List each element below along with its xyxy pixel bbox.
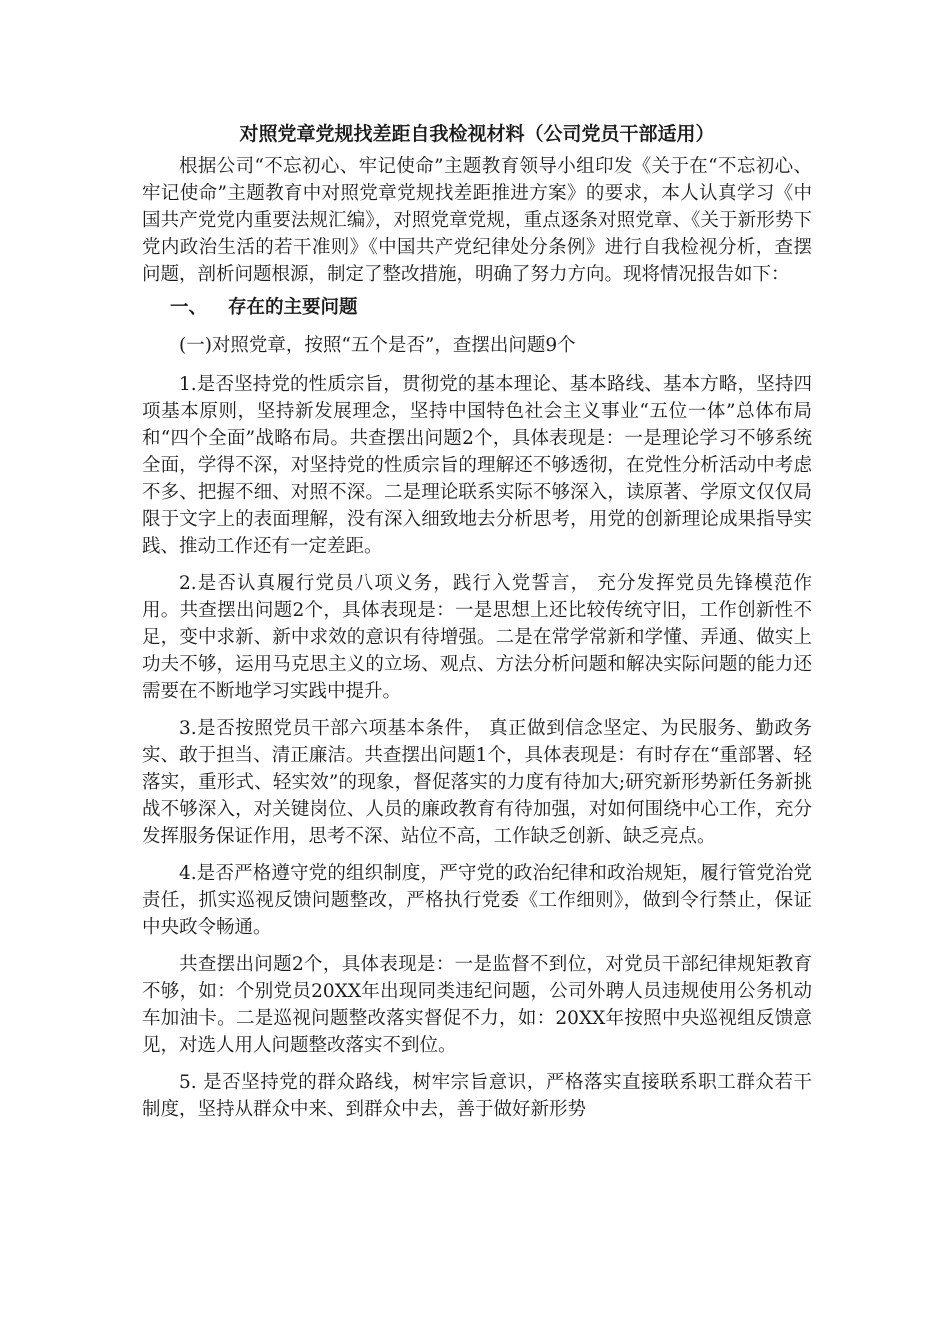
section-number: 一、: [170, 297, 208, 318]
intro-paragraph: 根据公司“不忘初心、牢记使命”主题教育领导小组印发《关于在“不忘初心、牢记使命”主题教育中对照党章党规找差距推进方案》的要求，本人认真学习《中国共产党党内重要法规汇编》，对照党章党规，重点逐条对照党章、《关于新形势下党内政治生活的若干准则》《中国共产党纪律处分条例》进行自我检视分析，查摆问题，剖析问题根源，制定了整改措施，明确了努力方向。现将情况报告如下：: [142, 156, 812, 285]
item-paragraph: 1.是否坚持党的性质宗旨，贯彻党的基本理论、基本路线、基本方略，坚持四项基本原则，坚持新发展理念，坚持中国特色社会主义事业“五位一体”总体布局和“四个全面”战略布局。共查摆出问题2个，具体表现是：一是理论学习不够系统全面，学得不深，对坚持党的性质宗旨的理解还不够透彻，在党性分析活动中考虑不多、把握不细、对照不深。二是理论联系实际不够深入，读原著、学原文仅仅局限于文字上的表面理解，没有深入细致地去分析思考，用党的创新理论成果指导实践、推动工作还有一定差距。: [142, 374, 812, 557]
item-paragraph: 5. 是否坚持党的群众路线，树牢宗旨意识，严格落实直接联系职工群众若干制度，坚持从群众中来、到群众中去，善于做好新形势: [142, 1072, 812, 1120]
item-paragraph: 3.是否按照党员干部六项基本条件， 真正做到信念坚定、为民服务、勤政务实、敢于担当、清正廉洁。共查摆出问题1个，具体表现是：有时存在“重部署、轻落实，重形式、轻实效”的现象，督促落实的力度有待加大;研究新形势新任务新挑战不够深入，对关键岗位、人员的廉政教育有待加强，对如何围绕中心工作，充分发挥服务保证作用，思考不深、站位不高，工作缺乏创新、缺乏亮点。: [142, 718, 812, 847]
document-title: 对照党章党规找差距自我检视材料（公司党员干部适用）: [239, 123, 715, 145]
item-paragraph: 共查摆出问题2个，具体表现是：一是监督不到位，对党员干部纪律规矩教育不够，如：个别党员20XX年出现同类违纪问题，公司外聘人员违规使用公务机动车加油卡。二是巡视问题整改落实督促不力，如：20XX年按照中央巡视组反馈意见，对选人用人问题整改落实不到位。: [142, 954, 812, 1056]
item-paragraph: 4.是否严格遵守党的组织制度，严守党的政治纪律和政治规矩，履行管党治党责任，抓实巡视反馈问题整改，严格执行党委《工作细则》，做到令行禁止，保证中央政令畅通。: [142, 863, 812, 938]
subsection-heading: (一)对照党章，按照“五个是否”，查摆出问题9个: [179, 335, 576, 356]
item-paragraph: 2.是否认真履行党员八项义务，践行入党誓言， 充分发挥党员先锋模范作用。共查摆出问题2个，具体表现是：一是思想上还比较传统守旧，工作创新性不足，变中求新、新中求效的意识有待增强。二是在常学常新和学懂、弄通、做实上功夫不够，运用马克思主义的立场、观点、方法分析问题和解决实际问题的能力还需要在不断地学习实践中提升。: [142, 573, 812, 702]
document-body: [142, 120, 812, 1123]
section-heading: [142, 293, 812, 323]
section-title: 存在的主要问题: [228, 297, 358, 318]
